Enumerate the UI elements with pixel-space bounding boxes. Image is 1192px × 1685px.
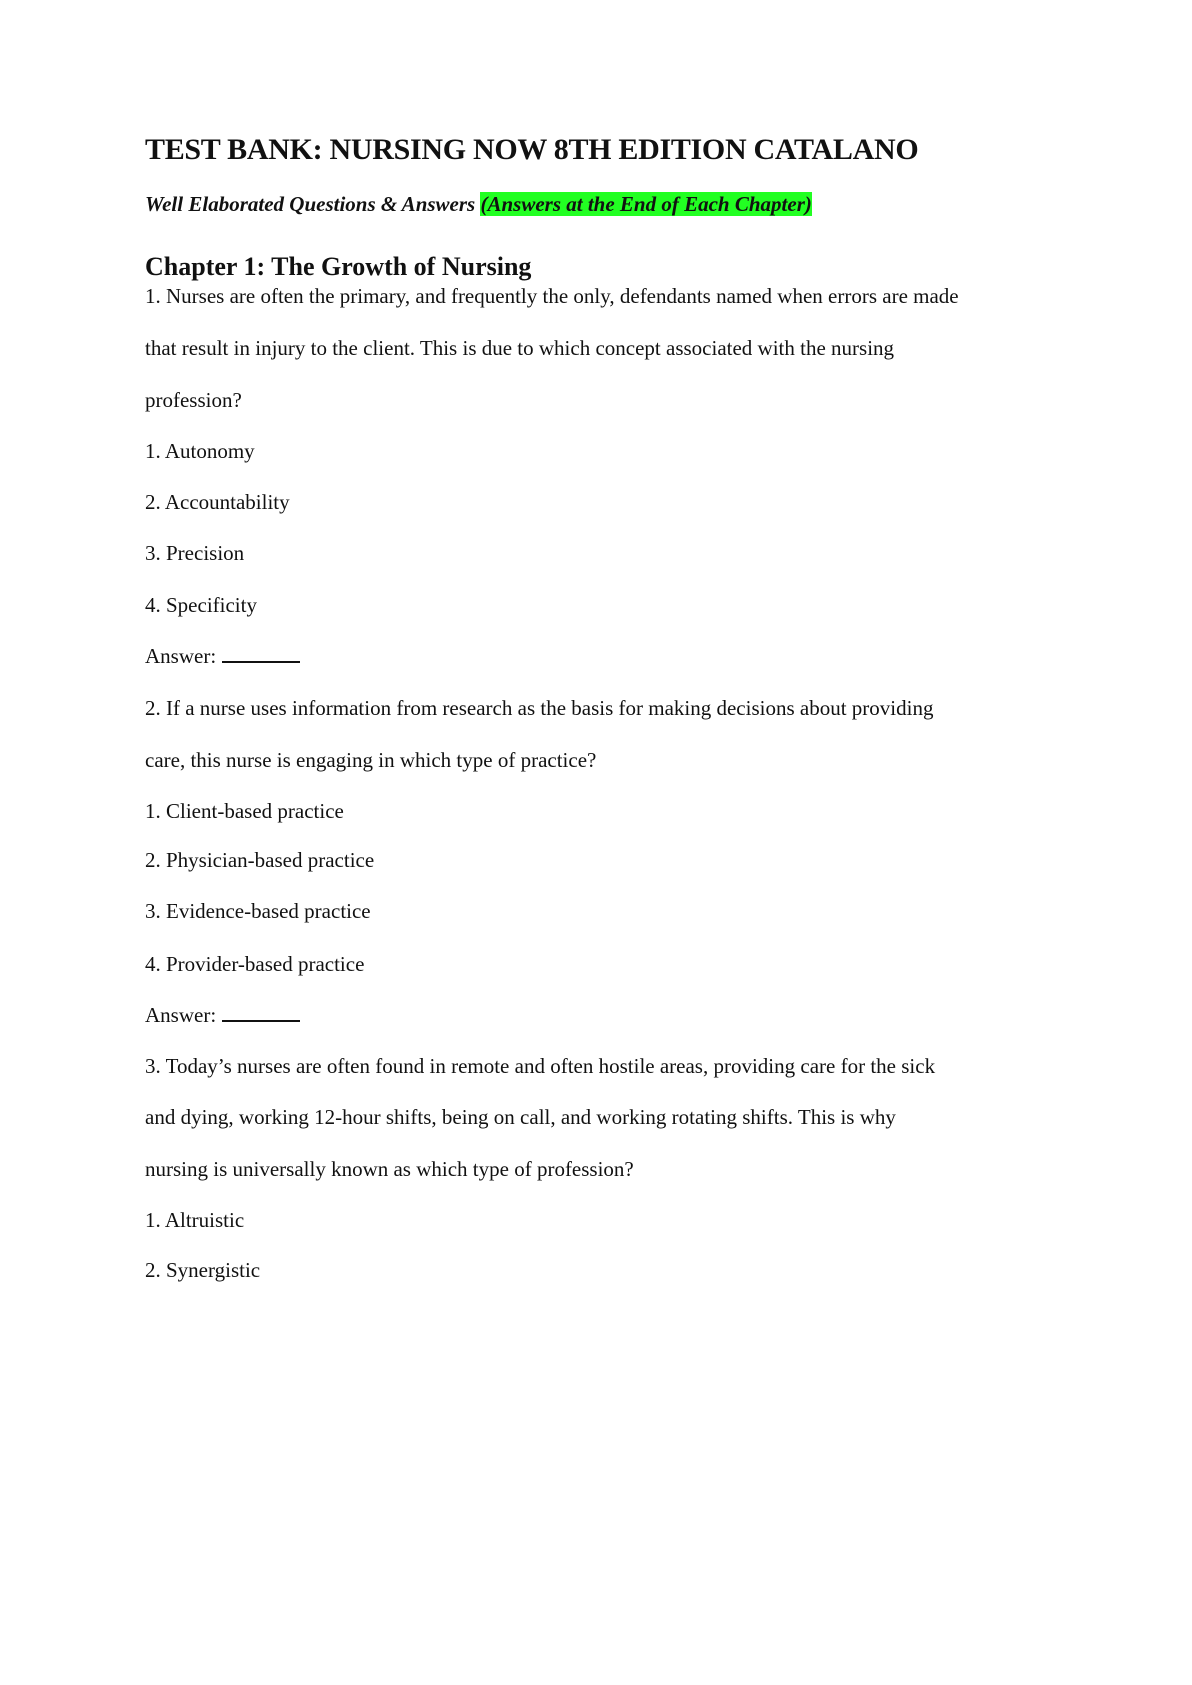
document-subtitle — [145, 192, 812, 217]
question-1-option-1: 1. Autonomy — [145, 439, 255, 463]
question-2-option-1: 1. Client-based practice — [145, 799, 344, 823]
subtitle-highlight: (Answers at the End of Each Chapter) — [480, 192, 812, 216]
question-2-stem-line-2: care, this nurse is engaging in which type of practice? — [145, 748, 597, 772]
answer-label: Answer: — [145, 644, 217, 668]
question-1-stem-line-1: 1. Nurses are often the primary, and frequently the only, defendants named when errors are made — [145, 284, 959, 308]
question-3-stem-line-1: 3. Today’s nurses are often found in remote and often hostile areas, providing care for the sick — [145, 1054, 936, 1078]
question-1-answer — [145, 642, 300, 670]
question-3-option-2: 2. Synergistic — [145, 1258, 261, 1282]
question-2-option-3: 3. Evidence-based practice — [145, 899, 371, 923]
answer-label: Answer: — [145, 1003, 217, 1027]
question-2-option-2: 2. Physician-based practice — [145, 848, 375, 872]
chapter-heading: Chapter 1: The Growth of Nursing — [145, 252, 532, 281]
question-2-option-4: 4. Provider-based practice — [145, 952, 365, 976]
question-1-option-2: 2. Accountability — [145, 490, 290, 514]
question-3-stem-line-2: and dying, working 12-hour shifts, being on call, and working rotating shifts. This is why — [145, 1105, 896, 1129]
document-title: TEST BANK: NURSING NOW 8TH EDITION CATALANO — [145, 133, 919, 166]
question-3-option-1: 1. Altruistic — [145, 1208, 245, 1232]
document-content — [145, 120, 1085, 1282]
question-1-stem-line-3: profession? — [145, 388, 242, 412]
question-2-stem-line-1: 2. If a nurse uses information from research as the basis for making decisions about providing — [145, 696, 934, 720]
answer-blank — [222, 1002, 300, 1022]
question-1-option-4: 4. Specificity — [145, 593, 257, 617]
question-1-option-3: 3. Precision — [145, 541, 245, 565]
subtitle-text: Well Elaborated Questions & Answers — [145, 192, 481, 216]
question-1-stem-line-2: that result in injury to the client. This is due to which concept associated with the nursing — [145, 336, 895, 360]
question-2-answer — [145, 1001, 300, 1029]
question-3-stem-line-3: nursing is universally known as which type of profession? — [145, 1157, 634, 1181]
answer-blank — [222, 643, 300, 663]
